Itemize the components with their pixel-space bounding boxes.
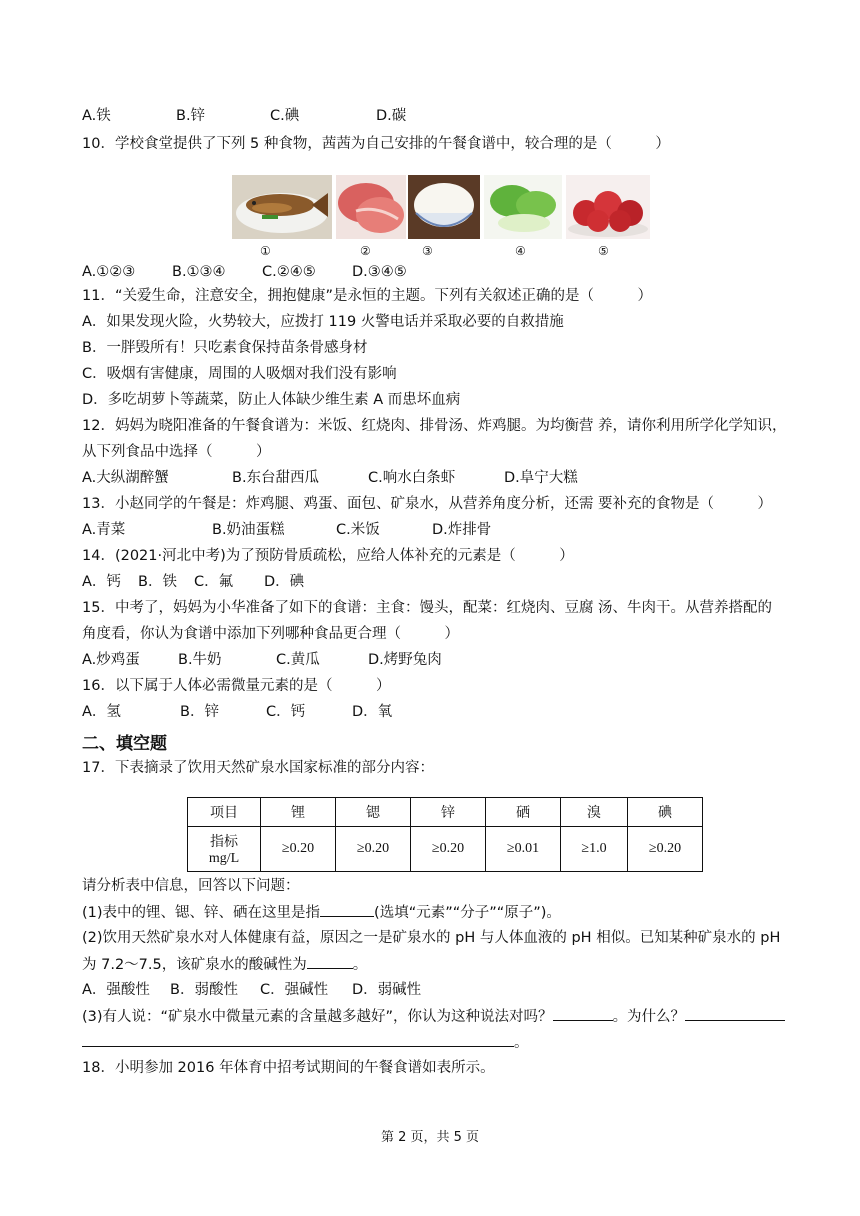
mineral-water-standard-table (187, 797, 703, 872)
q11-option-a: A．如果发现火险，火势较大，应拨打 119 火警电话并采取必要的自救措施 (82, 314, 564, 330)
food-label-2: ② (360, 244, 371, 258)
q17-stem: 17．下表摘录了饮用天然矿泉水国家标准的部分内容： (82, 760, 434, 776)
q16-option-a: A．氢 (82, 704, 121, 720)
q15-option-a: A.炒鸡蛋 (82, 652, 140, 668)
q11-option-b: B．一胖毁所有！只吃素食保持苗条骨感身材 (82, 340, 368, 356)
table-header-cell: 硒 (486, 798, 561, 827)
q17-part3-end: 。 (514, 1035, 529, 1051)
q17-part2-options (82, 980, 421, 1000)
q14-option-d: D．碘 (264, 574, 305, 590)
q17-part2-suffix: 。 (352, 957, 368, 973)
table-cell: ≥0.20 (336, 827, 411, 872)
answer-blank-2[interactable] (307, 954, 353, 969)
q11-option-c: C．吸烟有害健康，周围的人吸烟对我们没有影响 (82, 366, 397, 382)
table-cell: ≥0.20 (261, 827, 336, 872)
answer-blank-4[interactable] (685, 1006, 785, 1021)
food-images (232, 175, 650, 239)
table-cell: ≥0.20 (628, 827, 703, 872)
q17-part3 (82, 1006, 785, 1027)
table-row (188, 827, 703, 872)
q9-option-b: B.锌 (176, 108, 206, 124)
q14-option-c: C．氟 (194, 574, 234, 590)
table-header-cell: 锶 (336, 798, 411, 827)
section-title: 二、填空题 (82, 734, 167, 754)
q13-option-b: B.奶油蛋糕 (212, 522, 285, 538)
q12-option-b: B.东台甜西瓜 (232, 470, 320, 486)
food-label-4: ④ (515, 244, 526, 258)
q12-options (82, 468, 578, 488)
q16-option-d: D．氧 (352, 704, 393, 720)
q13-option-c: C.米饭 (336, 522, 380, 538)
table-header-cell: 碘 (628, 798, 703, 827)
table-header-row (188, 798, 703, 827)
q15-option-c: C.黄瓜 (276, 652, 320, 668)
q10-option-a: A.①②③ (82, 264, 136, 280)
q17-part1-prefix: (1)表中的锂、锶、锌、硒在这里是指 (82, 905, 321, 921)
q13-option-d: D.炸排骨 (432, 522, 492, 538)
q9-option-a: A.铁 (82, 108, 111, 124)
q10-option-c: C.②④⑤ (262, 264, 316, 280)
fish-dish-image (232, 175, 332, 239)
table-cell: ≥1.0 (561, 827, 628, 872)
apples-image (566, 175, 650, 239)
q9-options (82, 106, 406, 126)
q17-part3-mid: 。为什么？ (612, 1009, 686, 1025)
q17-part1 (82, 902, 561, 923)
table-cell: ≥0.01 (486, 827, 561, 872)
row-label-unit: mg/L (208, 851, 240, 866)
q17-part2-line2 (82, 954, 367, 975)
q12-option-a: A.大纵湖醉蟹 (82, 470, 169, 486)
q17-part2-prefix: 为 7.2～7.5，该矿泉水的酸碱性为 (82, 957, 307, 973)
q16-option-b: B．锌 (180, 704, 219, 720)
table-cell: ≥0.20 (411, 827, 486, 872)
food-label-5: ⑤ (598, 244, 609, 258)
food-label-3: ③ (422, 244, 433, 258)
q12-option-d: D.阜宁大糕 (504, 470, 578, 486)
q15-stem-line1: 15．中考了，妈妈为小华准备了如下的食谱：主食：馒头，配菜：红烧肉、豆腐 汤、牛肉干。从营养搭配的 (82, 600, 773, 616)
q17-option-a: A．强酸性 (82, 982, 150, 998)
q17-option-b: B．弱酸性 (170, 982, 238, 998)
q16-option-c: C．钙 (266, 704, 306, 720)
q17-option-c: C．强碱性 (260, 982, 329, 998)
q10-stem: 10．学校食堂提供了下列 5 种食物，茜茜为自己安排的午餐食谱中，较合理的是（ ） (82, 136, 670, 152)
q18-stem: 18．小明参加 2016 年体育中招考试期间的午餐食谱如表所示。 (82, 1060, 495, 1076)
food-image-labels (232, 244, 650, 260)
green-vegetable-image (484, 175, 562, 239)
q17-intro: 请分析表中信息，回答以下问题： (82, 878, 300, 894)
q12-stem-line1: 12．妈妈为晓阳准备的午餐食谱为：米饭、红烧肉、排骨汤、炸鸡腿。为均衡营 养，请你利用所学化学知识， (82, 418, 787, 434)
q13-stem: 13．小赵同学的午餐是：炸鸡腿、鸡蛋、面包、矿泉水，从营养角度分析，还需 要补充的食物是（ ） (82, 496, 773, 512)
q14-stem: 14．(2021·河北中考)为了预防骨质疏松，应给人体补充的元素是（ ） (82, 548, 574, 564)
row-label-text: 指标 (210, 835, 238, 850)
q13-option-a: A.青菜 (82, 522, 126, 538)
q14-option-b: B．铁 (138, 574, 177, 590)
answer-blank-1[interactable] (320, 902, 374, 917)
q17-option-d: D．弱碱性 (352, 982, 422, 998)
table-header-cell: 锂 (261, 798, 336, 827)
q9-option-d: D.碳 (376, 108, 407, 124)
q10-options (82, 262, 407, 282)
q15-stem-line2: 角度看，你认为食谱中添加下列哪种食品更合理（ ） (82, 626, 459, 642)
q13-options (82, 520, 491, 540)
q14-option-a: A．钙 (82, 574, 121, 590)
q16-stem: 16．以下属于人体必需微量元素的是（ ） (82, 678, 391, 694)
answer-blank-3[interactable] (553, 1006, 613, 1021)
q10-option-d: D.③④⑤ (352, 264, 407, 280)
raw-meat-image (336, 175, 406, 239)
q11-option-d: D．多吃胡萝卜等蔬菜，防止人体缺少维生素 A 而患坏血病 (82, 392, 461, 408)
page-footer: 第 2 页，共 5 页 (380, 1130, 480, 1145)
q17-part2-line1: (2)饮用天然矿泉水对人体健康有益，原因之一是矿泉水的 pH 与人体血液的 pH 相似。已知某种矿泉水的 pH (82, 930, 781, 946)
q16-options (82, 702, 392, 722)
q12-stem-line2: 从下列食品中选择（ ） (82, 444, 271, 460)
q17-part1-suffix: (选填“元素”“分子”“原子”)。 (374, 905, 561, 921)
q15-option-d: D.烤野兔肉 (368, 652, 442, 668)
answer-blank-4-continued[interactable] (82, 1032, 514, 1047)
table-header-cell: 项目 (188, 798, 261, 827)
q12-option-c: C.响水白条虾 (368, 470, 456, 486)
q17-part3-prefix: (3)有人说：“矿泉水中微量元素的含量越多越好”，你认为这种说法对吗？ (82, 1009, 553, 1025)
q11-stem: 11．“关爱生命，注意安全，拥抱健康”是永恒的主题。下列有关叙述正确的是（ ） (82, 288, 652, 304)
q10-option-b: B.①③④ (172, 264, 226, 280)
food-label-1: ① (260, 244, 271, 258)
rice-bowl-image (408, 175, 480, 239)
table-row-label (188, 827, 261, 872)
table-header-cell: 溴 (561, 798, 628, 827)
q9-option-c: C.碘 (270, 108, 300, 124)
q14-options (82, 572, 304, 592)
q15-options (82, 650, 442, 670)
q17-part3-line2 (82, 1032, 529, 1053)
table-header-cell: 锌 (411, 798, 486, 827)
q15-option-b: B.牛奶 (178, 652, 222, 668)
